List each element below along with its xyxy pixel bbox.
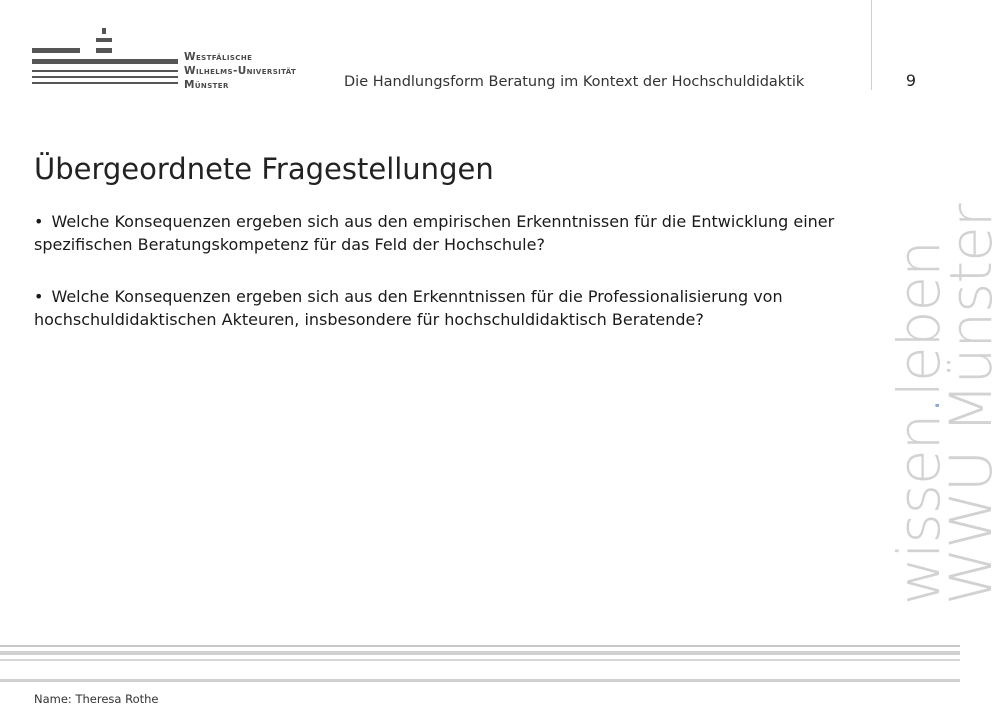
header-divider <box>871 0 872 90</box>
bullet-text: Welche Konsequenzen ergeben sich aus den empirischen Erkenntnissen für die Entwicklung einer spezifischen Beratungskompetenz für das Feld der Hochschule? <box>34 212 835 254</box>
footer-rules <box>0 645 960 685</box>
logo-line: Münster <box>184 79 229 91</box>
bullet-item <box>34 285 854 331</box>
bullet-text: Welche Konsequenzen ergeben sich aus den Erkenntnissen für die Professionalisierung von hochschuldidaktischen Akteuren, insbesondere für hochschuldidaktisch Beratende? <box>34 287 783 329</box>
bullet-item <box>34 210 854 256</box>
author-name: Name: Theresa Rothe <box>34 692 159 706</box>
presentation-title: Die Handlungsform Beratung im Kontext der Hochschuldidaktik <box>344 74 805 90</box>
bullet-list <box>34 210 854 360</box>
tagline-word: wissen <box>885 414 953 605</box>
wissen-leben-tagline <box>885 204 1005 605</box>
bullet-icon: • <box>34 212 44 231</box>
slide-title: Übergeordnete Fragestellungen <box>34 152 494 186</box>
logo-wordmark <box>184 50 296 92</box>
bullet-icon: • <box>34 287 44 306</box>
logo-mark-icon <box>30 28 190 98</box>
logo-line: Westfälische <box>184 51 253 63</box>
tagline-line-2: WWU Münster <box>937 204 1005 605</box>
tagline-word: leben <box>885 241 953 398</box>
page-number: 9 <box>905 71 917 90</box>
logo-line: Wilhelms-Universität <box>184 65 297 77</box>
tagline-dot: . <box>885 397 953 415</box>
